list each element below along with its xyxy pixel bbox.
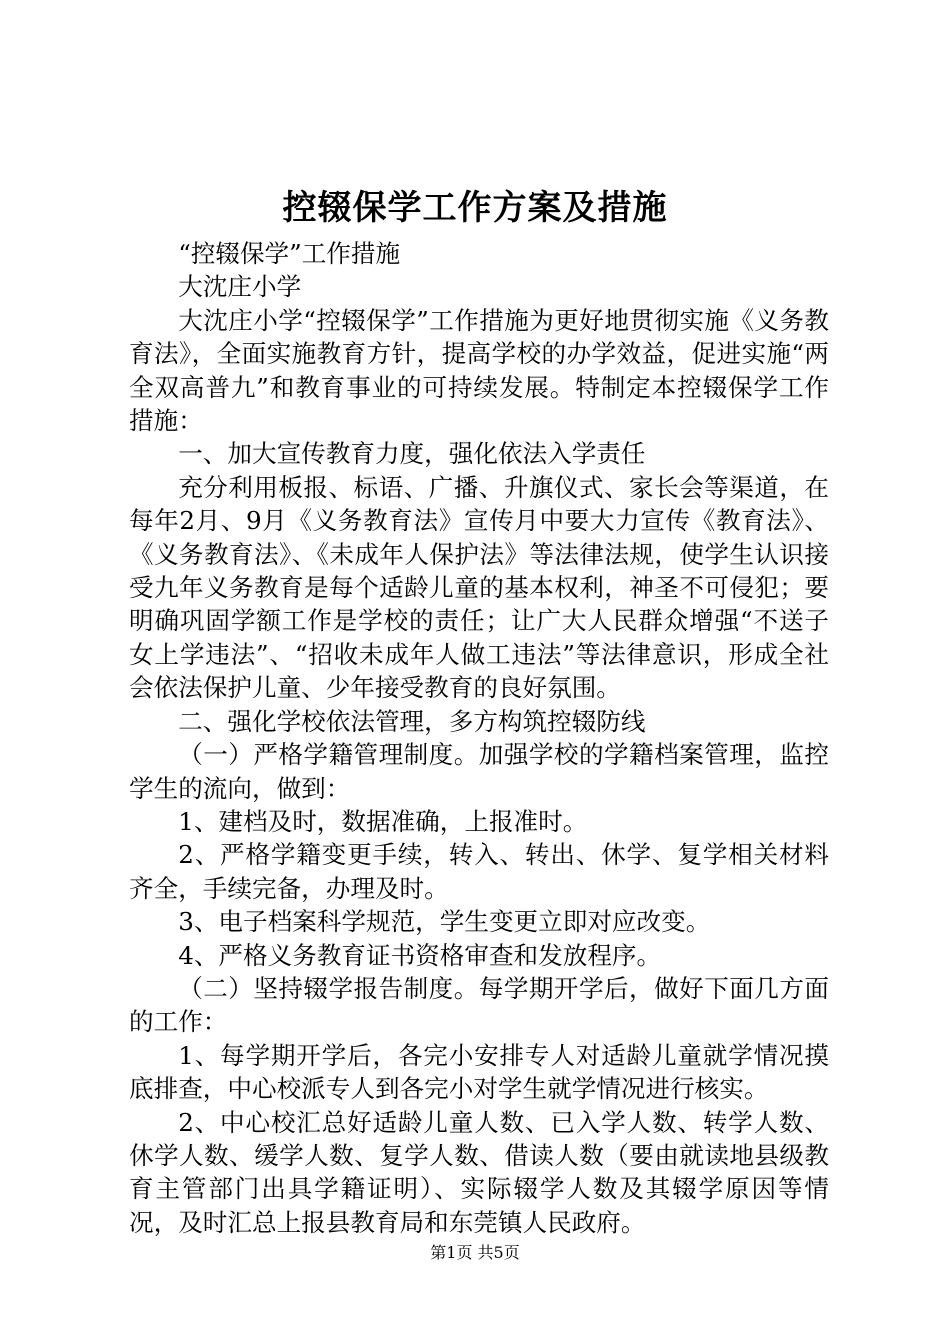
document-title: 控辍保学工作方案及措施 xyxy=(282,188,668,228)
section-heading: 一、加大宣传教育力度，强化依法入学责任 xyxy=(178,439,646,469)
list-item: 2、中心校汇总好适龄儿童人数、已入学人数、转学人数、休学人数、缓学人数、复学人数、借读人数（要由就读地县级教育主管部门出具学籍证明）、实际辍学人数及其辍学原因等情况，及时汇总上报县教育局和东莞镇人民政府。 xyxy=(129,1107,829,1237)
list-item: 1、每学期开学后，各完小安排专人对适龄儿童就学情况摸底排查，中心校派专人到各完小对学生就学情况进行核实。 xyxy=(129,1040,829,1104)
list-item: 4、严格义务教育证书资格审查和发放程序。 xyxy=(178,940,662,970)
paragraph: （二）坚持辍学报告制度。每学期开学后，做好下面几方面的工作： xyxy=(129,973,829,1037)
page-number: 第1页 共5页 xyxy=(430,1243,520,1262)
list-item: 3、电子档案科学规范，学生变更立即对应改变。 xyxy=(178,907,711,937)
section-heading: 二、强化学校依法管理，多方构筑控辍防线 xyxy=(178,706,646,736)
paragraph: （一）严格学籍管理制度。加强学校的学籍档案管理，监控学生的流向，做到： xyxy=(129,740,829,803)
list-item: 1、建档及时，数据准确，上报准时。 xyxy=(178,806,588,836)
document-body xyxy=(129,237,829,1239)
list-item: 2、严格学籍变更手续，转入、转出、休学、复学相关材料齐全，手续完备，办理及时。 xyxy=(129,840,829,903)
paragraph-subtitle: “控辍保学”工作措施 xyxy=(178,239,401,268)
paragraph: 充分利用板报、标语、广播、升旗仪式、家长会等渠道，在每年2月、9月《义务教育法》宣传月中要大力宣传《教育法》、《义务教育法》、《未成年人保护法》等法律法规，使学生认识接受九年义务教育是每个适龄儿童的基本权利，神圣不可侵犯；要明确巩固学额工作是学校的责任；让广大人民群众增强“不送子女上学违法”、“招收未成年人做工违法”等法律意识，形成全社会依法保护儿童、少年接受教育的良好氛围。 xyxy=(129,472,829,703)
paragraph-school-name: 大沈庄小学 xyxy=(178,272,302,302)
paragraph: 大沈庄小学“控辍保学”工作措施为更好地贯彻实施《义务教育法》，全面实施教育方针，提高学校的办学效益，促进实施“两全双高普九”和教育事业的可持续发展。特制定本控辍保学工作措施： xyxy=(129,305,829,436)
